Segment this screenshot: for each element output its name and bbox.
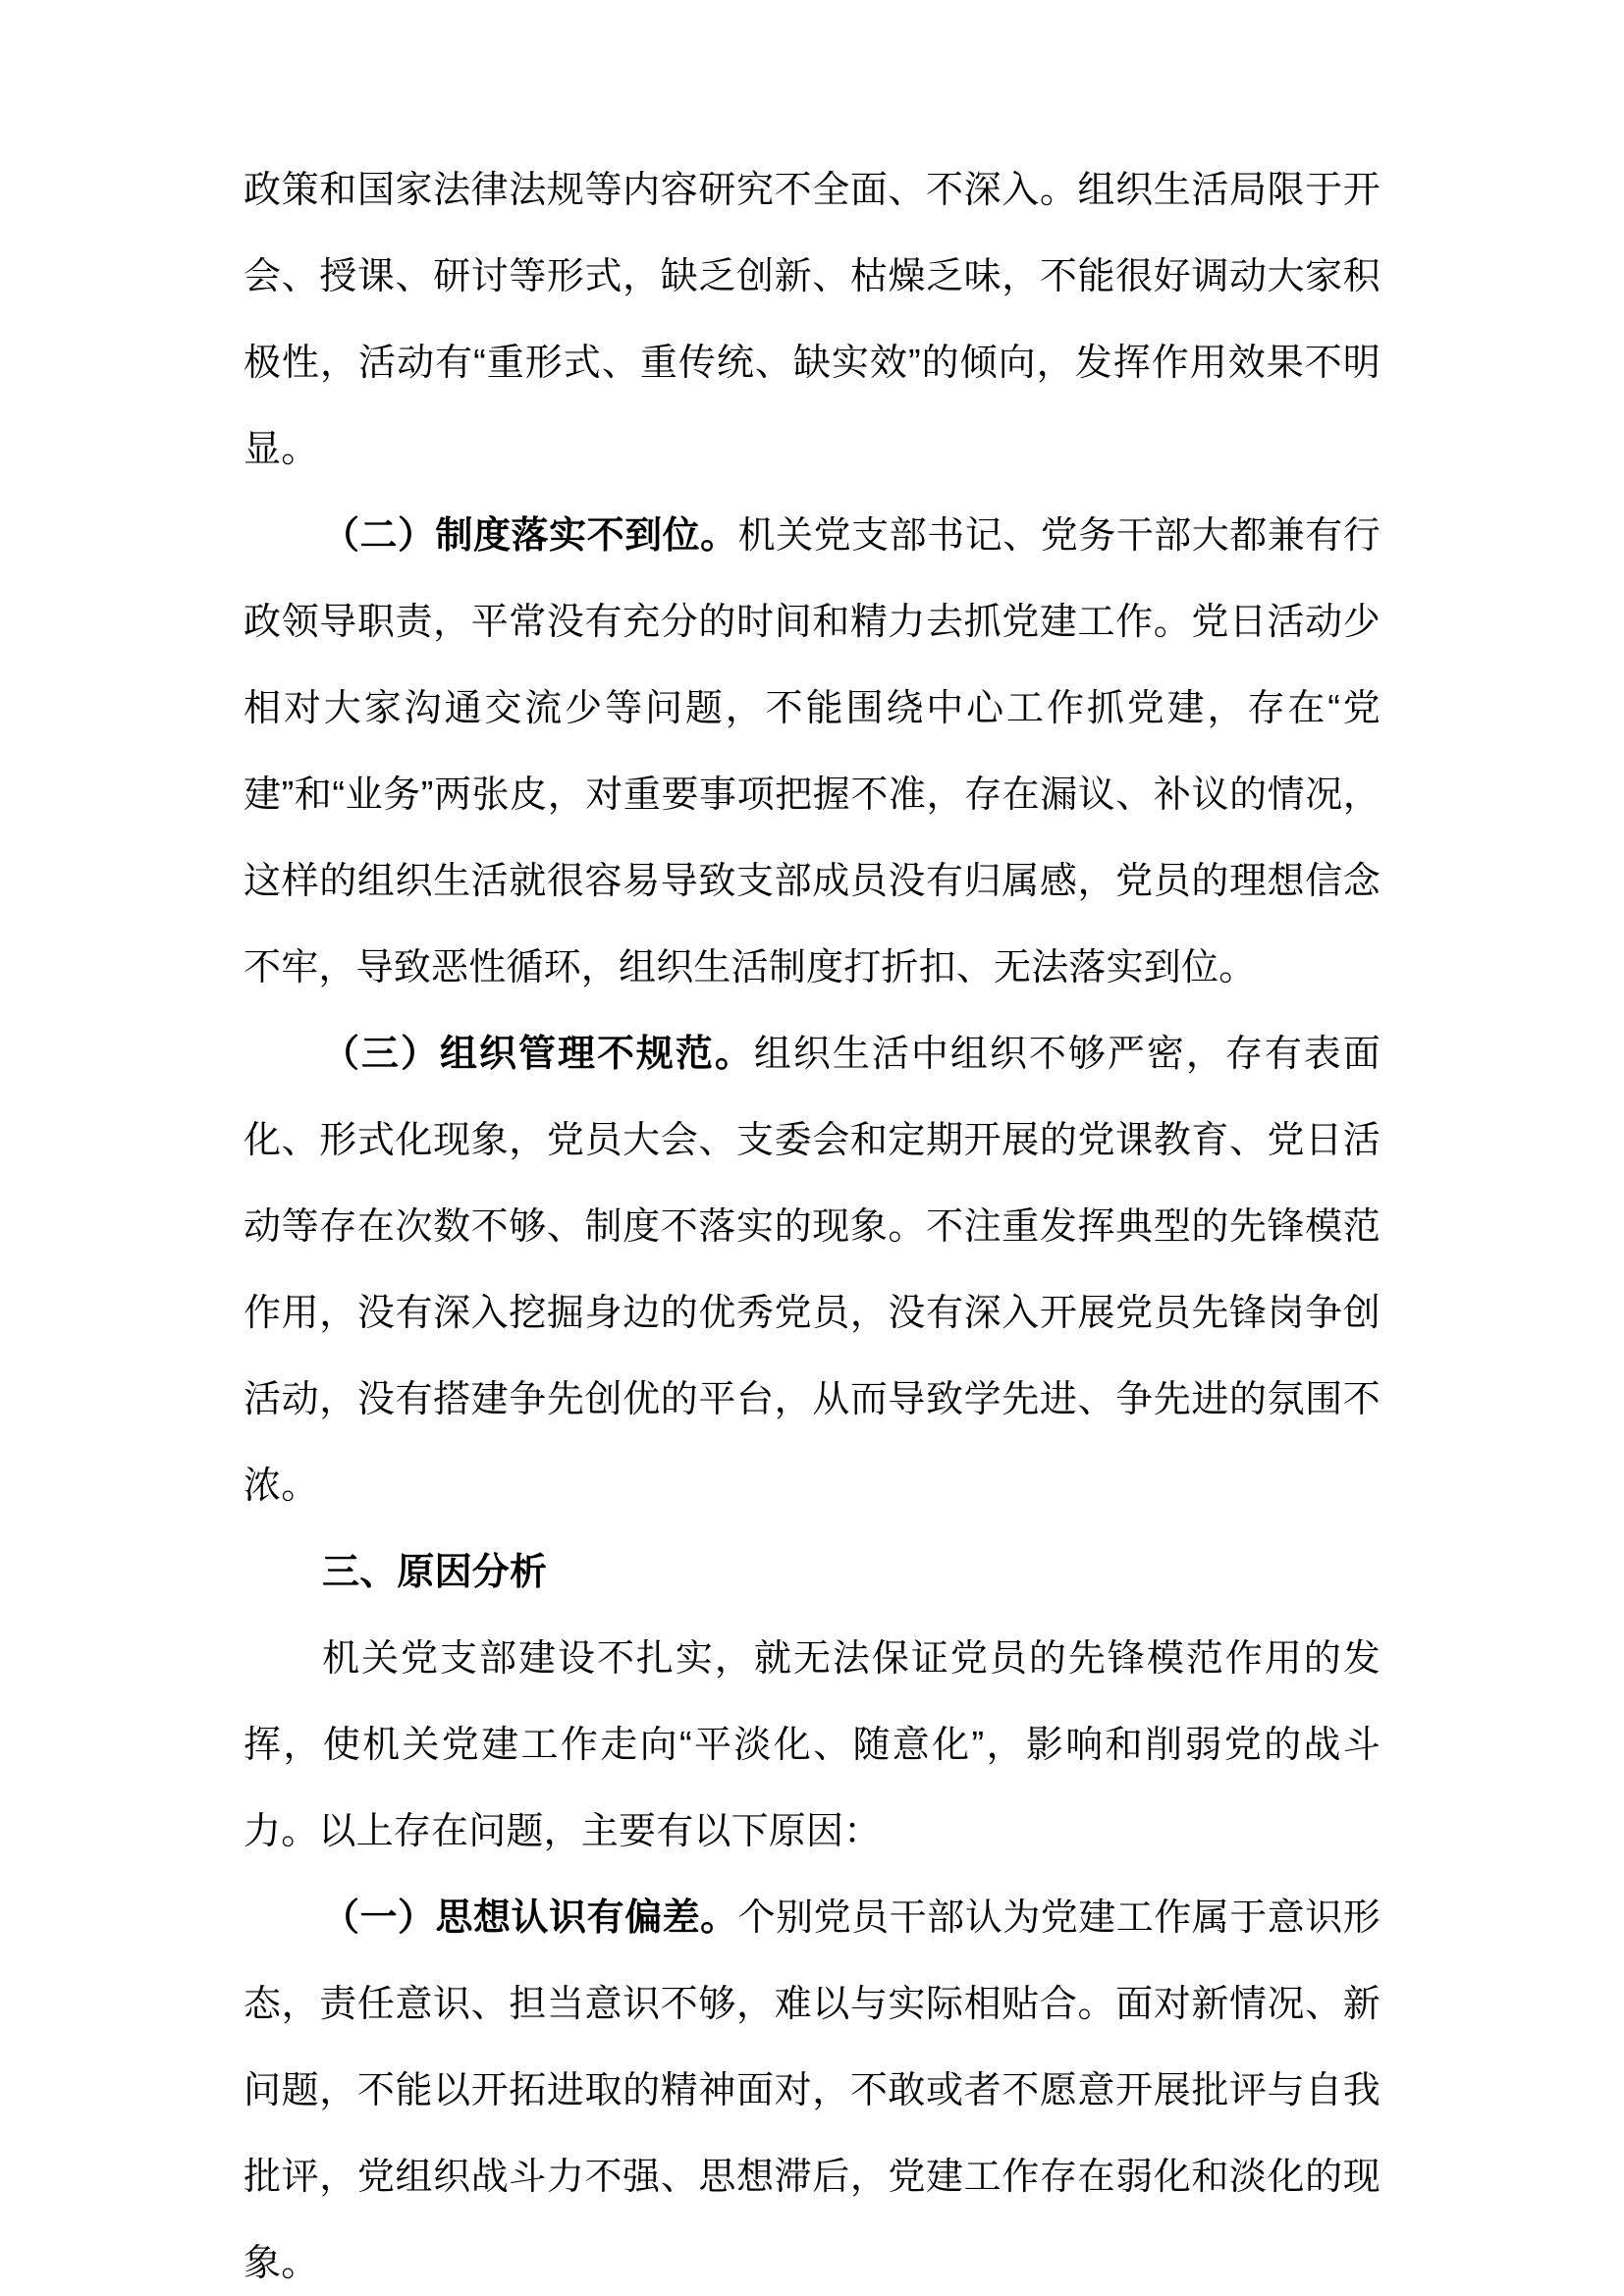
cause-1-body-text: 个别党员干部认为党建工作属于意识形态，责任意识、担当意识不够，难以与实际相贴合。面对新情况、新问题，不能以开拓进取的精神面对，不敢或者不愿意开展批评与自我批评，党组织战斗力不强、思想滞后，党建工作存在弱化和淡化的现象。 <box>244 1897 1380 2284</box>
paragraph-section-3-organizational-management <box>244 1011 1380 1529</box>
paragraph-continued-organizational-life: 政策和国家法律法规等内容研究不全面、不深入。组织生活局限于开会、授课、研讨等形式，缺乏创新、枯燥乏味，不能很好调动大家积极性，活动有“重形式、重传统、缺实效”的倾向，发挥作用效果不明显。 <box>244 170 1380 470</box>
section-3-lead-in: （三）组织管理不规范。 <box>322 1034 754 1075</box>
cause-1-lead-in: （一）思想认识有偏差。 <box>322 1897 738 1939</box>
section-2-body-text: 机关党支部书记、党务干部大都兼有行政领导职责，平常没有充分的时间和精力去抓党建工作。党日活动少相对大家沟通交流少等问题，不能围绕中心工作抓党建，存在“党建”和“业务”两张皮，对重要事项把握不准，存在漏议、补议的情况，这样的组织生活就很容易导致支部成员没有归属感，党员的理想信念不牢，导致恶性循环，组织生活制度打折扣、无法落实到位。 <box>244 515 1380 988</box>
section-2-lead-in: （二）制度落实不到位。 <box>322 515 738 557</box>
section-3-body-text: 组织生活中组织不够严密，存有表面化、形式化现象，党员大会、支委会和定期开展的党课教育、党日活动等存在次数不够、制度不落实的现象。不注重发挥典型的先锋模范作用，没有深入挖掘身边的优秀党员，没有深入开展党员先锋岗争创活动，没有搭建争先创优的平台，从而导致学先进、争先进的氛围不浓。 <box>244 1034 1381 1507</box>
paragraph-cause-analysis-intro: 机关党支部建设不扎实，就无法保证党员的先锋模范作用的发挥，使机关党建工作走向“平淡化、随意化”，影响和削弱党的战斗力。以上存在问题，主要有以下原因： <box>244 1638 1380 1852</box>
paragraph-section-2-system-implementation <box>244 493 1380 1011</box>
document-body <box>244 147 1380 2296</box>
paragraph-cause-1-ideological-bias <box>244 1875 1380 2296</box>
heading-cause-analysis: 三、原因分析 <box>322 1552 548 1593</box>
